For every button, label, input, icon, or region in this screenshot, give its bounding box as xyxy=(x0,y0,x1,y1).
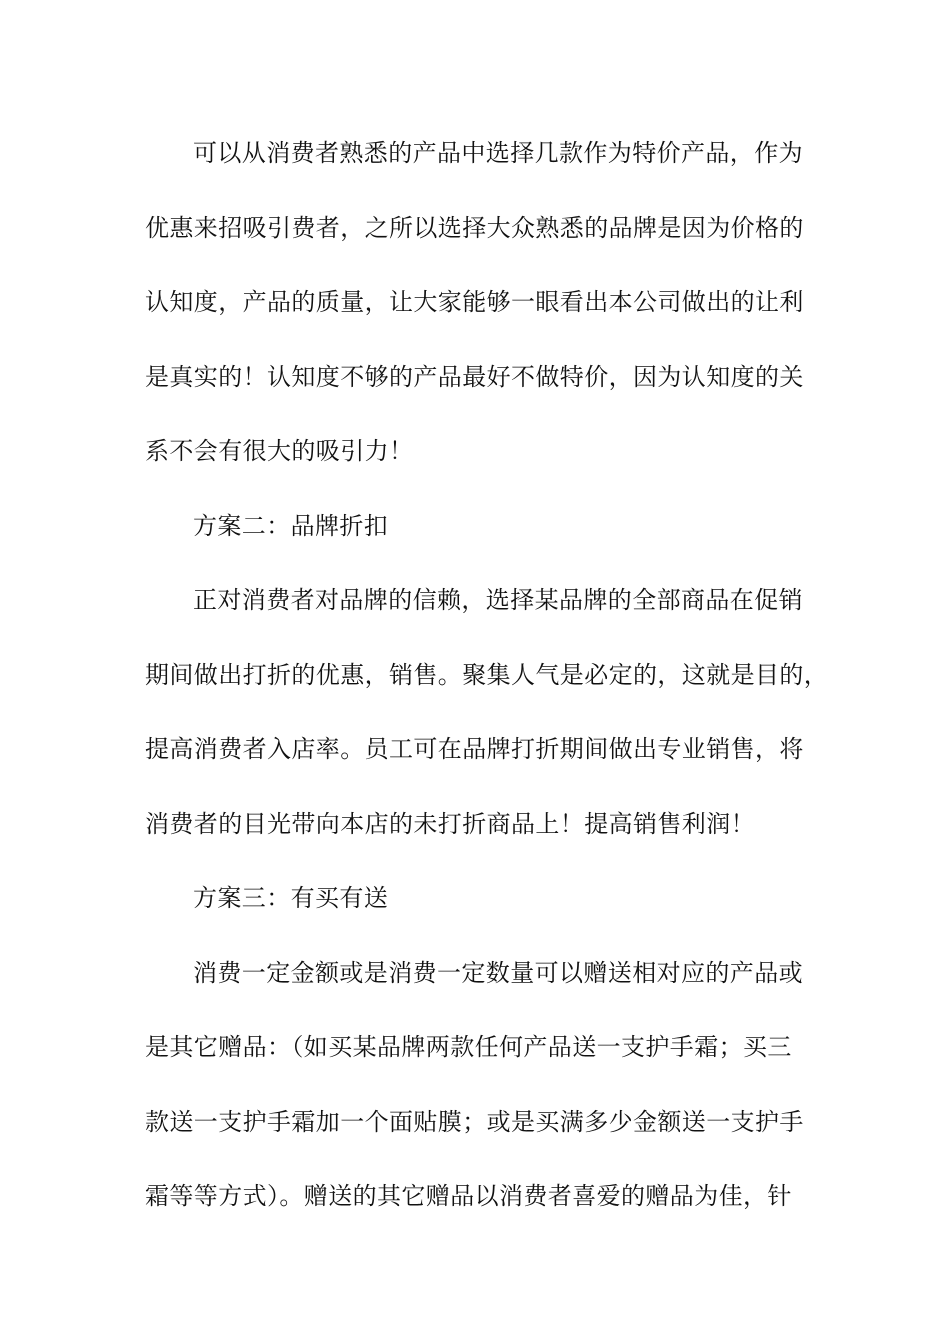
paragraph-2-line-3: 提高消费者入店率。员工可在品牌打折期间做出专业销售，将 xyxy=(145,735,804,763)
paragraph-2-line-1: 正对消费者对品牌的信赖，选择某品牌的全部商品在促销 xyxy=(193,586,803,614)
section-heading-plan-3: 方案三：有买有送 xyxy=(193,884,389,912)
paragraph-3-line-3: 款送一支护手霜加一个面贴膜；或是买满多少金额送一支护手 xyxy=(145,1107,804,1136)
document-body xyxy=(145,131,829,1249)
paragraph-1-line-4: 是真实的！认知度不够的产品最好不做特价，因为认知度的关 xyxy=(145,362,804,391)
paragraph-2-line-4: 消费者的目光带向本店的未打折商品上！提高销售利润！ xyxy=(145,809,755,838)
section-heading-plan-2: 方案二：品牌折扣 xyxy=(193,511,389,540)
paragraph-1-line-5: 系不会有很大的吸引力！ xyxy=(145,437,414,465)
paragraph-1-line-1: 可以从消费者熟悉的产品中选择几款作为特价产品，作为 xyxy=(193,139,803,167)
paragraph-1-line-3: 认知度，产品的质量，让大家能够一眼看出本公司做出的让利 xyxy=(145,288,804,316)
paragraph-3-line-2: 是其它赠品：（如买某品牌两款任何产品送一支护手霜；买三 xyxy=(145,1033,792,1061)
paragraph-1-line-2: 优惠来招吸引费者，之所以选择大众熟悉的品牌是因为价格的 xyxy=(145,213,804,242)
paragraph-3-line-1: 消费一定金额或是消费一定数量可以赠送相对应的产品或 xyxy=(193,958,803,987)
paragraph-2-line-2: 期间做出打折的优惠，销售。聚集人气是必定的，这就是目的， xyxy=(145,660,829,689)
paragraph-3-line-4: 霜等等方式）。赠送的其它赠品以消费者喜爱的赠品为佳，针 xyxy=(145,1182,792,1210)
